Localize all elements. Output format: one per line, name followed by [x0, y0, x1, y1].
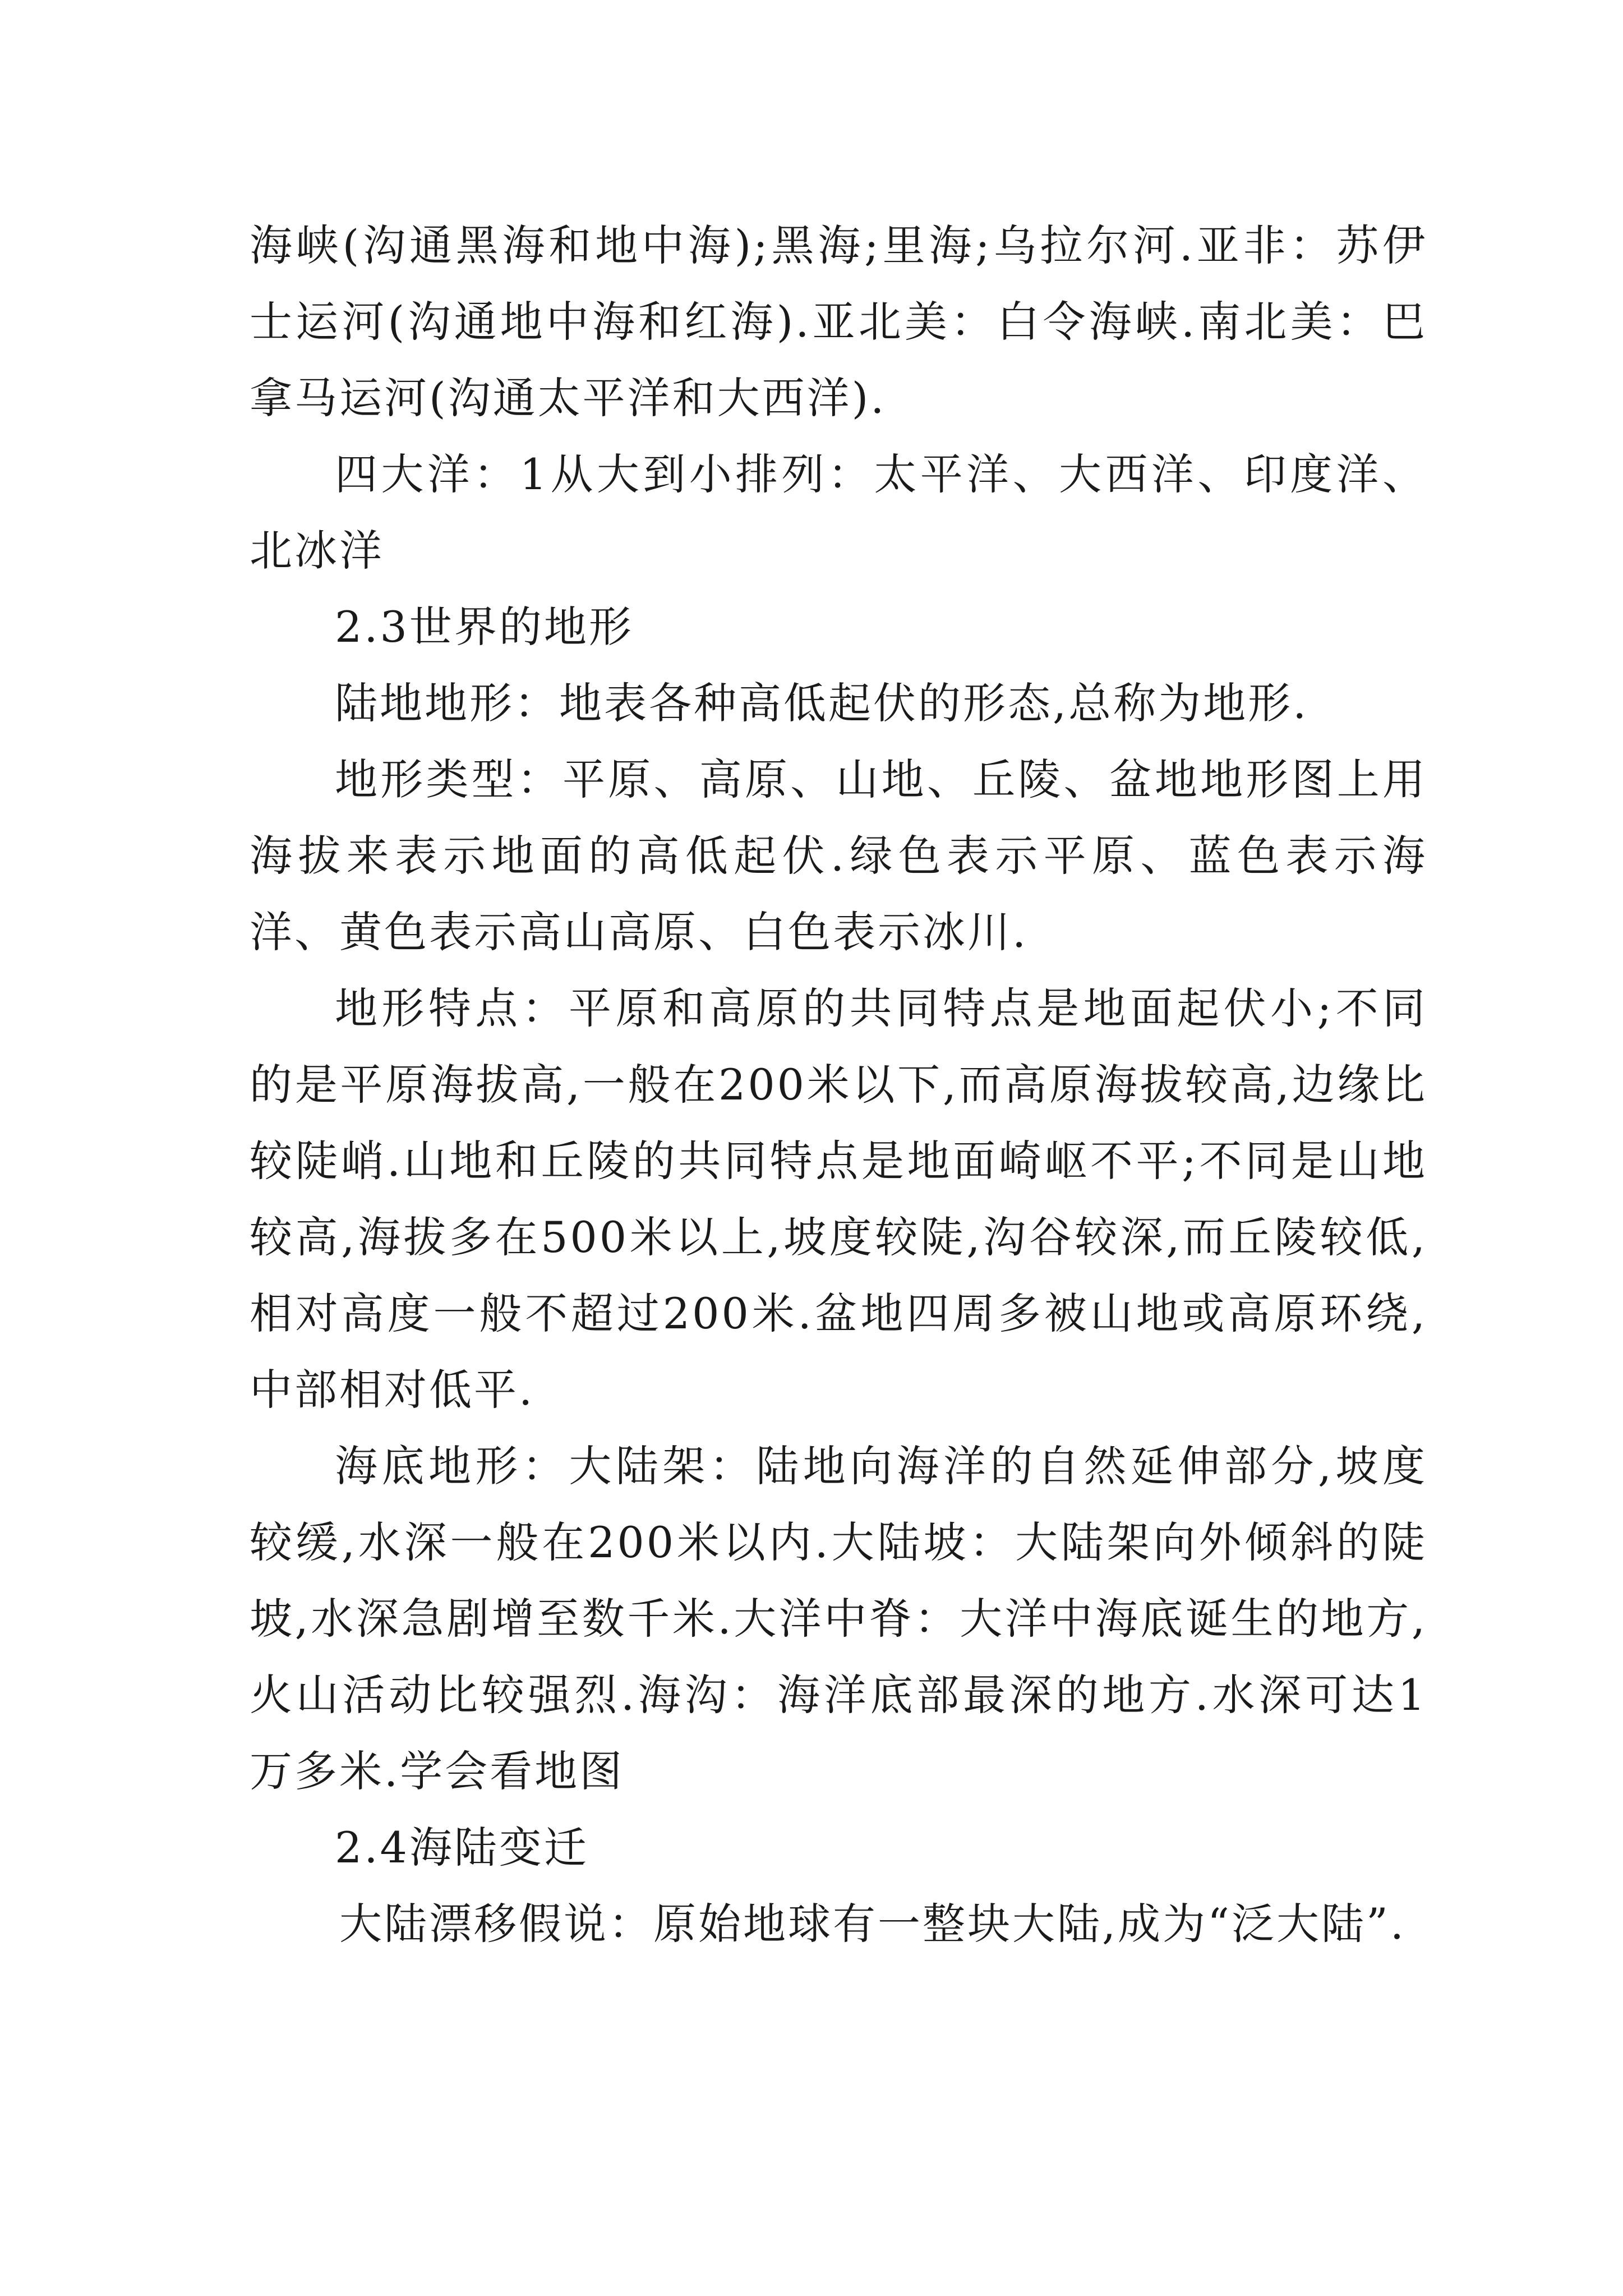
paragraph-landform-features: 地形特点：平原和高原的共同特点是地面起伏小;不同的是平原海拔高,一般在200米以下,而高原海拔较高,边缘比较陡峭.山地和丘陵的共同特点是地面崎岖不平;不同是山地较高,海拔多在500米以上,坡度较陡,沟谷较深,而丘陵较低,相对高度一般不超过200米.盆地四周多被山地或高原环绕,中部相对低平. — [250, 983, 1427, 1415]
paragraph-four-oceans: 四大洋：1从大到小排列：太平洋、大西洋、印度洋、北冰洋 — [250, 449, 1427, 576]
paragraph-seafloor-landforms: 海底地形：大陆架：陆地向海洋的自然延伸部分,坡度较缓,水深一般在200米以内.大陆坡：大陆架向外倾斜的陡坡,水深急剧增至数千米.大洋中脊：大洋中海底诞生的地方,火山活动比较强烈.海沟：海洋底部最深的地方.水深可达1万多米.学会看地图 — [250, 1441, 1427, 1796]
paragraph-straits: 海峡(沟通黑海和地中海);黑海;里海;乌拉尔河.亚非：苏伊士运河(沟通地中海和红海).亚北美：白令海峡.南北美：巴拿马运河(沟通太平洋和大西洋). — [250, 220, 1427, 423]
section-heading-world-landforms: 2.3世界的地形 — [335, 602, 634, 652]
paragraph-continental-drift: 大陆漂移假说：原始地球有一整块大陆,成为“泛大陆”. — [339, 1899, 1407, 1949]
paragraph-landform-types: 地形类型：平原、高原、山地、丘陵、盆地地形图上用海拔来表示地面的高低起伏.绿色表示平原、蓝色表示海洋、黄色表示高山高原、白色表示冰川. — [250, 754, 1427, 957]
paragraph-land-landforms: 陆地地形：地表各种高低起伏的形态,总称为地形. — [335, 678, 1309, 728]
body-text — [250, 208, 1427, 1962]
section-heading-sea-land-changes: 2.4海陆变迁 — [335, 1823, 589, 1872]
